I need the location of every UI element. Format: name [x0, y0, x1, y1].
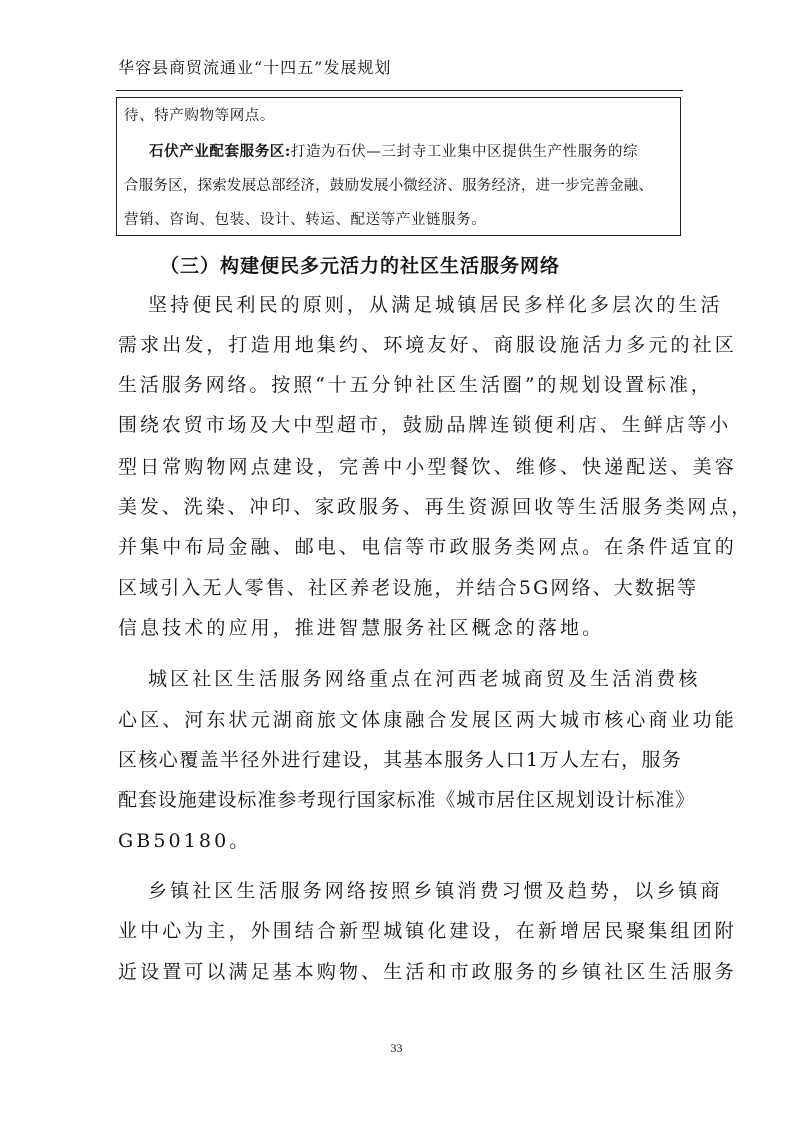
body-line: 城区社区生活服务网络重点在河西老城商贸及生活消费核	[148, 668, 701, 690]
box-line-2-rest: 打造为石伏—三封寺工业集中区提供生产性服务的综	[290, 144, 639, 160]
body-line: 生活服务网络。按照“十五分钟社区生活圈”的规划设置标准，	[118, 374, 713, 396]
body-line: 心区、河东状元湖商旅文体康融合发展区两大城市核心商业功能	[118, 709, 737, 731]
body-line: 美发、洗染、冲印、家政服务、再生资源回收等生活服务类网点，	[118, 496, 754, 518]
boxed-text-panel	[116, 97, 681, 236]
body-line: 需求出发，打造用地集约、环境友好、商服设施活力多元的社区	[118, 334, 737, 356]
section-heading: （三）构建便民多元活力的社区生活服务网络	[160, 255, 561, 277]
body-line: 配套设施建设标准参考现行国家标准《城市居住区规划设计标准》	[118, 789, 696, 811]
body-line: 业中心为主，外围结合新型城镇化建设，在新增居民聚集组团附	[118, 920, 737, 942]
box-line-2-bold: 石伏产业配套服务区:	[149, 143, 291, 160]
body-line: 型日常购物网点建设，完善中小型餐饮、维修、快递配送、美容	[118, 456, 737, 478]
body-line: GB50180。	[118, 830, 252, 852]
body-line: 区核心覆盖半径外进行建设，其基本服务人口1万人左右，服务	[118, 749, 683, 771]
body-line: 区域引入无人零售、社区养老设施，并结合5G网络、大数据等	[118, 577, 699, 599]
body-line: 坚持便民利民的原则，从满足城镇居民多样化多层次的生活	[148, 294, 723, 316]
box-line-4: 营销、咨询、包装、设计、转运、配送等产业链服务。	[124, 212, 487, 228]
box-line-1: 待、特产购物等网点。	[124, 108, 275, 124]
body-line: 围绕农贸市场及大中型超市，鼓励品牌连锁便利店、生鲜店等小	[118, 414, 732, 436]
body-line: 并集中布局金融、邮电、电信等市政服务类网点。在条件适宜的	[118, 536, 737, 558]
body-line: 乡镇社区生活服务网络按照乡镇消费习惯及趋势，以乡镇商	[148, 880, 723, 902]
page-header-title: 华容县商贸流通业“十四五”发展规划	[118, 58, 392, 77]
box-line-2	[149, 142, 638, 162]
body-line: 信息技术的应用，推进智慧服务社区概念的落地。	[118, 617, 605, 639]
page-number: 33	[390, 1041, 403, 1055]
header-rule	[116, 90, 683, 91]
box-line-3: 合服务区，探索发展总部经济，鼓励发展小微经济、服务经济，进一步完善金融、	[124, 178, 654, 194]
body-line: 近设置可以满足基本购物、生活和市政服务的乡镇社区生活服务	[118, 961, 737, 983]
